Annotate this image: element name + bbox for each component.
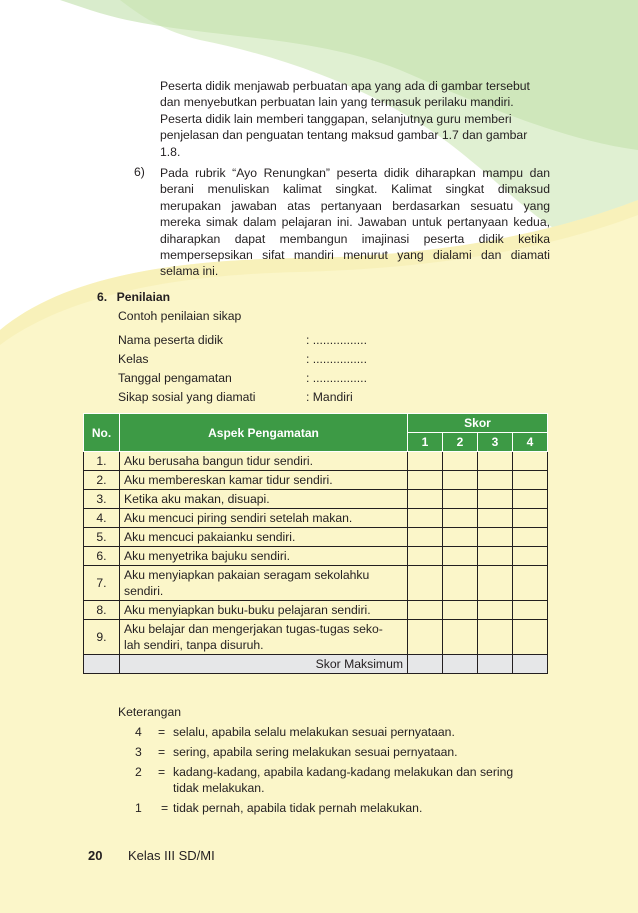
section-subtitle: Contoh penilaian sikap xyxy=(118,309,242,323)
legend-text: kadang-kadang, apabila kadang-kadang melakukan dan sering xyxy=(173,765,514,779)
table-row xyxy=(84,452,548,471)
score-cell[interactable] xyxy=(443,528,478,547)
score-cell[interactable] xyxy=(478,601,513,620)
row-aspect: Aku berusaha bangun tidur sendiri. xyxy=(120,452,408,471)
row-aspect-line: sendiri. xyxy=(124,584,164,598)
field-value-sikap: : Mandiri xyxy=(306,390,353,404)
score-cell[interactable] xyxy=(478,452,513,471)
score-cell[interactable] xyxy=(478,655,513,674)
score-cell[interactable] xyxy=(443,452,478,471)
score-cell[interactable] xyxy=(408,655,443,674)
score-cell[interactable] xyxy=(408,528,443,547)
row-number: 6. xyxy=(84,547,120,566)
score-cell[interactable] xyxy=(408,547,443,566)
row-aspect xyxy=(120,620,408,655)
score-cell[interactable] xyxy=(513,655,548,674)
score-cell[interactable] xyxy=(408,509,443,528)
row-aspect-line: lah sendiri, tanpa disuruh. xyxy=(124,638,264,652)
step-6 xyxy=(134,165,550,280)
score-cell[interactable] xyxy=(513,547,548,566)
table-row xyxy=(84,566,548,601)
score-cell[interactable] xyxy=(478,566,513,601)
paragraph-line: dan menyebutkan perbuatan lain yang termasuk perilaku mandiri. xyxy=(160,95,514,110)
score-cell[interactable] xyxy=(408,566,443,601)
row-aspect: Aku mencuci pakaianku sendiri. xyxy=(120,528,408,547)
row-number: 9. xyxy=(84,620,120,655)
step-text: Pada rubrik “Ayo Renungkan” peserta didik diharapkan mampu dan berani menuliskan kalimat singkat. Kalimat singkat dimaksud merupakan jawaban atas pertanyaan berdasarkan sesuatu yang mereka simak dalam pelajaran ini. Jawaban untuk pertanyaan kedua, diharapkan dapat membangun imajinasi peserta didik ketika mempersepsikan sifat mandiri menurut yang dialami dan diamati selama ini. xyxy=(160,166,550,279)
score-cell[interactable] xyxy=(443,509,478,528)
paragraph-line: 1.8. xyxy=(160,144,181,159)
row-number: 7. xyxy=(84,566,120,601)
max-row-number xyxy=(84,655,120,674)
score-cell[interactable] xyxy=(408,490,443,509)
field-label-nama: Nama peserta didik xyxy=(118,333,223,347)
row-aspect-line: Aku menyiapkan pakaian seragam sekolahku xyxy=(124,568,370,582)
score-cell[interactable] xyxy=(478,547,513,566)
section-heading xyxy=(97,290,170,304)
legend-text: tidak pernah, apabila tidak pernah melakukan. xyxy=(173,801,423,815)
section-title: Penilaian xyxy=(116,290,171,304)
table-row xyxy=(84,490,548,509)
assessment-table xyxy=(83,413,548,674)
paragraph-line: Peserta didik lain memberi tanggapan, selanjutnya guru memberi xyxy=(160,111,512,126)
header-score-2: 2 xyxy=(443,433,478,452)
row-number: 8. xyxy=(84,601,120,620)
score-cell[interactable] xyxy=(443,601,478,620)
legend-num: 1 xyxy=(135,801,142,815)
score-cell[interactable] xyxy=(443,471,478,490)
table-row xyxy=(84,528,548,547)
score-cell[interactable] xyxy=(478,490,513,509)
score-cell[interactable] xyxy=(478,620,513,655)
score-cell[interactable] xyxy=(513,471,548,490)
score-cell[interactable] xyxy=(443,566,478,601)
score-cell[interactable] xyxy=(478,528,513,547)
section-number: 6. xyxy=(97,290,108,304)
field-label-sikap: Sikap sosial yang diamati xyxy=(118,390,256,404)
score-cell[interactable] xyxy=(513,490,548,509)
score-cell[interactable] xyxy=(513,452,548,471)
row-number: 2. xyxy=(84,471,120,490)
legend-eq: = xyxy=(158,745,166,759)
row-number: 1. xyxy=(84,452,120,471)
score-cell[interactable] xyxy=(513,620,548,655)
header-no: No. xyxy=(84,414,120,452)
footer-text: Kelas III SD/MI xyxy=(128,848,215,863)
field-label-tanggal: Tanggal pengamatan xyxy=(118,371,232,385)
field-value-nama: : ................ xyxy=(306,333,367,347)
field-label-kelas: Kelas xyxy=(118,352,149,366)
legend-eq: = xyxy=(158,765,166,779)
score-cell[interactable] xyxy=(408,601,443,620)
field-value-kelas: : ................ xyxy=(306,352,367,366)
legend-eq: = xyxy=(158,725,166,739)
legend-eq: = xyxy=(161,801,169,815)
score-cell[interactable] xyxy=(513,601,548,620)
max-score-row xyxy=(84,655,548,674)
table-row xyxy=(84,620,548,655)
row-number: 4. xyxy=(84,509,120,528)
row-aspect-line: Aku belajar dan mengerjakan tugas-tugas seko- xyxy=(124,622,383,636)
row-aspect: Aku mencuci piring sendiri setelah makan. xyxy=(120,509,408,528)
step-number: 6) xyxy=(134,165,145,179)
table-row xyxy=(84,509,548,528)
legend-num: 4 xyxy=(135,725,142,739)
legend-text: sering, apabila sering melakukan sesuai pernyataan. xyxy=(173,745,458,759)
row-aspect: Aku menyetrika bajuku sendiri. xyxy=(120,547,408,566)
row-aspect xyxy=(120,566,408,601)
score-cell[interactable] xyxy=(408,620,443,655)
score-cell[interactable] xyxy=(443,655,478,674)
paragraph-line: penjelasan dan penguatan tentang maksud gambar 1.7 dan gambar xyxy=(160,128,528,143)
row-aspect: Aku menyiapkan buku-buku pelajaran sendiri. xyxy=(120,601,408,620)
score-cell[interactable] xyxy=(513,566,548,601)
header-skor: Skor xyxy=(408,414,548,433)
row-aspect: Ketika aku makan, disuapi. xyxy=(120,490,408,509)
paragraph-5 xyxy=(160,78,550,160)
row-number: 3. xyxy=(84,490,120,509)
score-cell[interactable] xyxy=(478,471,513,490)
row-number: 5. xyxy=(84,528,120,547)
score-cell[interactable] xyxy=(443,620,478,655)
header-aspek: Aspek Pengamatan xyxy=(120,414,408,452)
legend-text: selalu, apabila selalu melakukan sesuai pernyataan. xyxy=(173,725,455,739)
legend-text-cont: tidak melakukan. xyxy=(173,781,265,795)
row-aspect: Aku membereskan kamar tidur sendiri. xyxy=(120,471,408,490)
page-number: 20 xyxy=(88,848,103,863)
field-value-tanggal: : ................ xyxy=(306,371,367,385)
legend-num: 3 xyxy=(135,745,142,759)
score-cell[interactable] xyxy=(513,509,548,528)
legend-title: Keterangan xyxy=(118,705,182,719)
score-cell[interactable] xyxy=(443,547,478,566)
table-row xyxy=(84,601,548,620)
table-row xyxy=(84,547,548,566)
header-score-3: 3 xyxy=(478,433,513,452)
score-cell[interactable] xyxy=(443,490,478,509)
max-score-label: Skor Maksimum xyxy=(120,655,408,674)
score-cell[interactable] xyxy=(513,528,548,547)
header-score-1: 1 xyxy=(408,433,443,452)
paragraph-line: Peserta didik menjawab perbuatan apa yang ada di gambar tersebut xyxy=(160,79,530,93)
legend-num: 2 xyxy=(135,765,142,779)
table-row xyxy=(84,471,548,490)
score-cell[interactable] xyxy=(408,452,443,471)
score-cell[interactable] xyxy=(478,509,513,528)
score-cell[interactable] xyxy=(408,471,443,490)
header-score-4: 4 xyxy=(513,433,548,452)
